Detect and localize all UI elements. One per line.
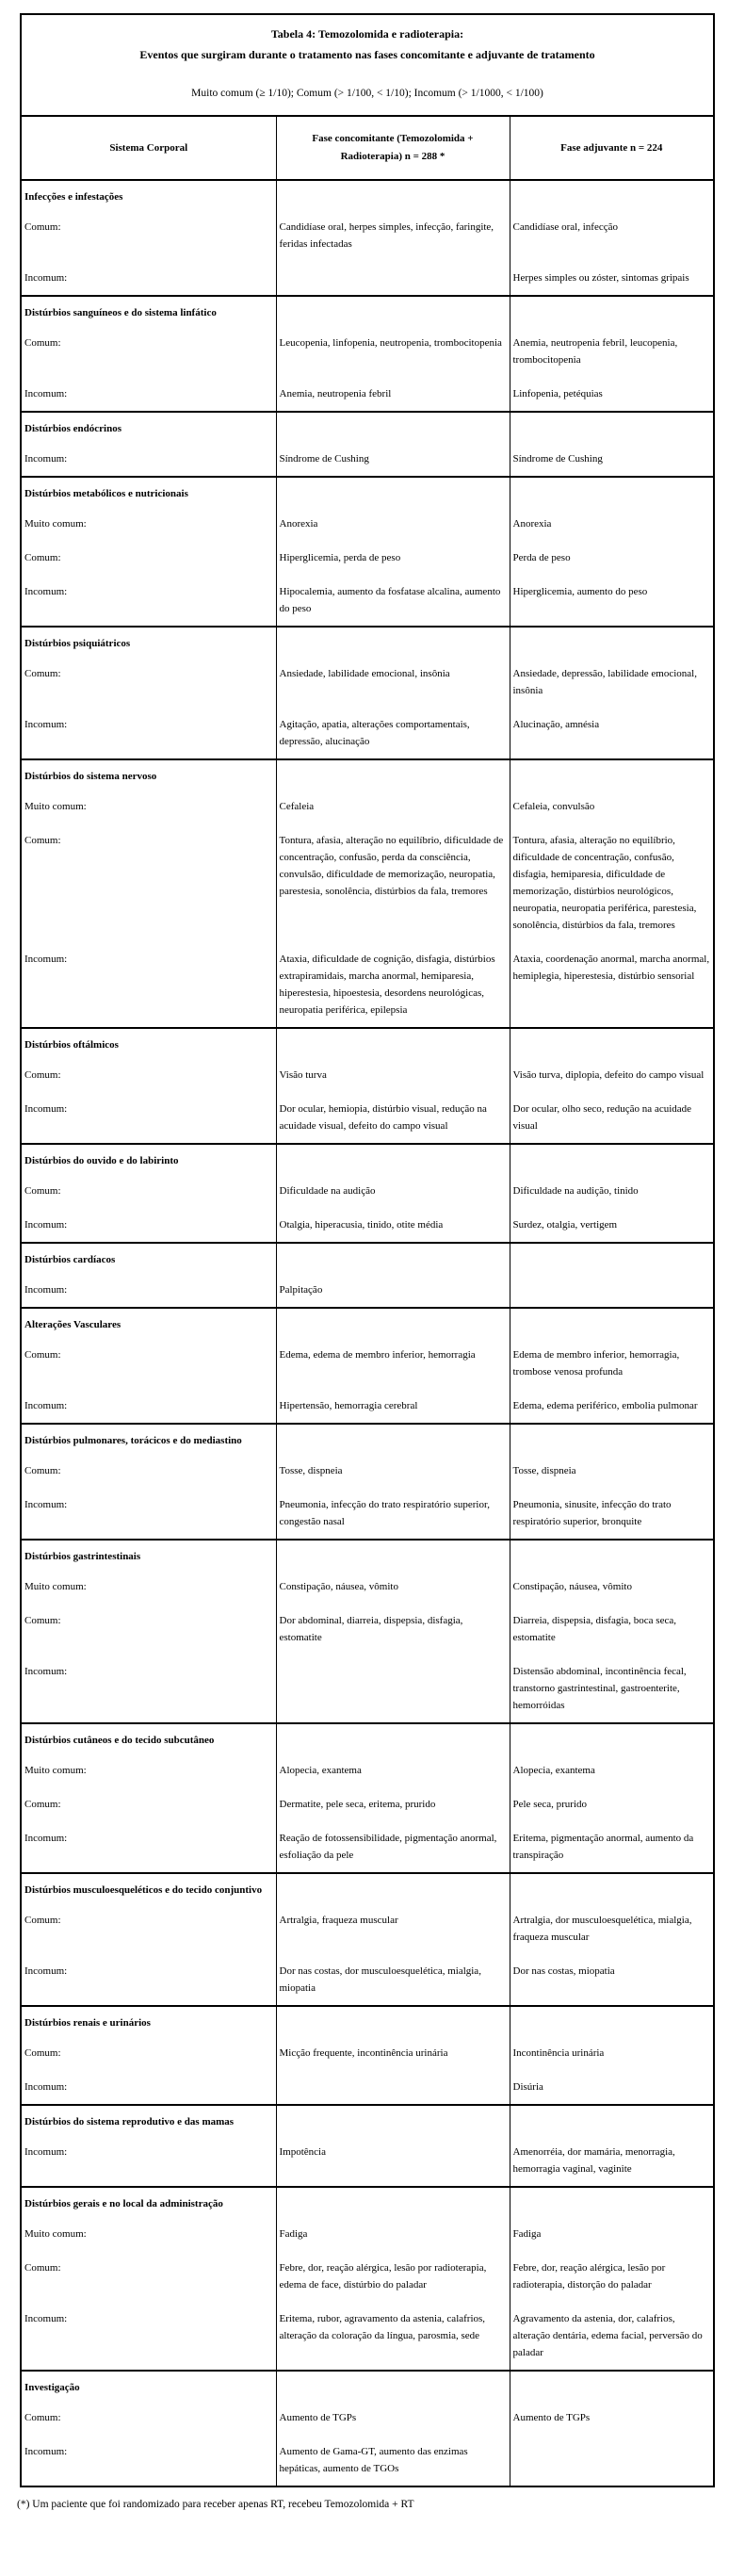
table-title: Tabela 4: Temozolomida e radioterapia: bbox=[270, 27, 464, 41]
section-row bbox=[21, 1144, 714, 1174]
event-row bbox=[21, 790, 714, 823]
section-empty-cell bbox=[510, 477, 714, 507]
concomitant-events: Anemia, neutropenia febril bbox=[276, 377, 510, 412]
section-empty-cell bbox=[510, 180, 714, 210]
event-row bbox=[21, 657, 714, 708]
section-empty-cell bbox=[276, 1540, 510, 1570]
event-row bbox=[21, 2435, 714, 2486]
event-row bbox=[21, 1338, 714, 1389]
section-empty-cell bbox=[276, 2105, 510, 2135]
section-empty-cell bbox=[510, 1308, 714, 1338]
event-row bbox=[21, 326, 714, 377]
adjuvant-events: Febre, dor, reação alérgica, lesão por radioterapia, distorção do paladar bbox=[510, 2251, 714, 2302]
event-row bbox=[21, 2302, 714, 2371]
frequency-label: Incomum: bbox=[24, 2146, 68, 2158]
section-empty-cell bbox=[276, 627, 510, 657]
concomitant-events: Ansiedade, labilidade emocional, insônia bbox=[276, 657, 510, 708]
section-row bbox=[21, 477, 714, 507]
adjuvant-events: Tontura, afasia, alteração no equilíbrio, dificuldade de concentração, confusão, disfagia, hemiparesia, dificuldade de memorização, distúrbios neurológicos, neuropatia, neuropatia periférica, parestesia, sonolência, distúrbios da fala, tremores bbox=[510, 823, 714, 942]
section-row bbox=[21, 759, 714, 790]
section-row bbox=[21, 1028, 714, 1058]
concomitant-events: Micção frequente, incontinência urinária bbox=[276, 2036, 510, 2070]
section-name: Distúrbios gastrintestinais bbox=[21, 1540, 276, 1570]
concomitant-events: Cefaleia bbox=[276, 790, 510, 823]
adjuvant-events: Síndrome de Cushing bbox=[510, 442, 714, 477]
adjuvant-events: Surdez, otalgia, vertigem bbox=[510, 1208, 714, 1243]
adjuvant-events: Disúria bbox=[510, 2070, 714, 2105]
frequency-label: Muito comum: bbox=[24, 518, 87, 530]
section-name: Infecções e infestações bbox=[21, 180, 276, 210]
adjuvant-events: Aumento de TGPs bbox=[510, 2401, 714, 2435]
adjuvant-events: Dor ocular, olho seco, redução na acuidade visual bbox=[510, 1092, 714, 1144]
footnote: (*) Um paciente que foi randomizado para receber apenas RT, recebeu Temozolomida + RT bbox=[17, 2499, 414, 2510]
adverse-events-table bbox=[20, 13, 715, 2487]
section-row bbox=[21, 2006, 714, 2036]
concomitant-events bbox=[276, 1655, 510, 1723]
section-empty-cell bbox=[510, 1028, 714, 1058]
adjuvant-events: Incontinência urinária bbox=[510, 2036, 714, 2070]
frequency-label: Comum: bbox=[24, 668, 61, 679]
section-name: Distúrbios renais e urinários bbox=[21, 2006, 276, 2036]
section-name: Alterações Vasculares bbox=[21, 1308, 276, 1338]
adjuvant-events: Visão turva, diplopia, defeito do campo visual bbox=[510, 1058, 714, 1092]
event-row bbox=[21, 1604, 714, 1655]
concomitant-events: Candidíase oral, herpes simples, infecção, faringite, feridas infectadas bbox=[276, 210, 510, 261]
frequency-label: Incomum: bbox=[24, 1499, 68, 1510]
section-empty-cell bbox=[276, 296, 510, 326]
adjuvant-events: Ansiedade, depressão, labilidade emocional, insônia bbox=[510, 657, 714, 708]
concomitant-events: Agitação, apatia, alterações comportamentais, depressão, alucinação bbox=[276, 708, 510, 759]
event-row bbox=[21, 1058, 714, 1092]
concomitant-events: Reação de fotossensibilidade, pigmentação anormal, esfoliação da pele bbox=[276, 1821, 510, 1873]
adjuvant-events bbox=[510, 2435, 714, 2486]
frequency-label: Incomum: bbox=[24, 2446, 68, 2457]
section-empty-cell bbox=[510, 1873, 714, 1903]
event-row bbox=[21, 210, 714, 261]
event-row bbox=[21, 1488, 714, 1540]
event-row bbox=[21, 1821, 714, 1873]
adjuvant-events: Diarreia, dispepsia, disfagia, boca seca, estomatite bbox=[510, 1604, 714, 1655]
section-row bbox=[21, 1424, 714, 1454]
concomitant-events: Impotência bbox=[276, 2135, 510, 2187]
section-name: Investigação bbox=[21, 2371, 276, 2401]
event-row bbox=[21, 1570, 714, 1604]
section-empty-cell bbox=[276, 1243, 510, 1273]
section-empty-cell bbox=[276, 2371, 510, 2401]
event-row bbox=[21, 442, 714, 477]
adjuvant-events: Candidíase oral, infecção bbox=[510, 210, 714, 261]
concomitant-events: Artralgia, fraqueza muscular bbox=[276, 1903, 510, 1954]
event-row bbox=[21, 1273, 714, 1308]
frequency-label: Comum: bbox=[24, 2262, 61, 2274]
concomitant-events: Otalgia, hiperacusia, tinido, otite média bbox=[276, 1208, 510, 1243]
frequency-label: Muito comum: bbox=[24, 1765, 87, 1776]
section-row bbox=[21, 1308, 714, 1338]
concomitant-events: Dor ocular, hemiopia, distúrbio visual, redução na acuidade visual, defeito do campo visual bbox=[276, 1092, 510, 1144]
frequency-label: Comum: bbox=[24, 337, 61, 349]
section-empty-cell bbox=[276, 1028, 510, 1058]
section-name: Distúrbios do sistema reprodutivo e das mamas bbox=[21, 2105, 276, 2135]
section-empty-cell bbox=[276, 2187, 510, 2217]
section-name: Distúrbios sanguíneos e do sistema linfático bbox=[21, 296, 276, 326]
section-empty-cell bbox=[510, 627, 714, 657]
frequency-label: Incomum: bbox=[24, 2081, 68, 2093]
adjuvant-events: Cefaleia, convulsão bbox=[510, 790, 714, 823]
frequency-label: Muito comum: bbox=[24, 801, 87, 812]
column-header-fase-adjuvante: Fase adjuvante n = 224 bbox=[510, 116, 714, 180]
adjuvant-events: Anorexia bbox=[510, 507, 714, 541]
event-row bbox=[21, 1655, 714, 1723]
section-row bbox=[21, 1723, 714, 1753]
section-name: Distúrbios pulmonares, torácicos e do mediastino bbox=[21, 1424, 276, 1454]
event-row bbox=[21, 1454, 714, 1488]
frequency-label: Comum: bbox=[24, 1349, 61, 1361]
event-row bbox=[21, 1903, 714, 1954]
event-row bbox=[21, 1208, 714, 1243]
section-row bbox=[21, 2371, 714, 2401]
section-empty-cell bbox=[276, 180, 510, 210]
title-row bbox=[21, 14, 714, 116]
section-empty-cell bbox=[276, 1308, 510, 1338]
adjuvant-events: Linfopenia, petéquias bbox=[510, 377, 714, 412]
frequency-label: Incomum: bbox=[24, 1833, 68, 1844]
frequency-key: Muito comum (≥ 1/10); Comum (> 1/100, < 1/10); Incomum (> 1/1000, < 1/100) bbox=[191, 88, 543, 99]
event-row bbox=[21, 2135, 714, 2187]
concomitant-events: Aumento de TGPs bbox=[276, 2401, 510, 2435]
frequency-label: Incomum: bbox=[24, 388, 68, 399]
adjuvant-events: Pneumonia, sinusite, infecção do trato respiratório superior, bronquite bbox=[510, 1488, 714, 1540]
concomitant-events: Hipocalemia, aumento da fosfatase alcalina, aumento do peso bbox=[276, 575, 510, 627]
column-header-fase-concomitante: Fase concomitante (Temozolomida + Radioterapia) n = 288 * bbox=[276, 116, 510, 180]
section-name: Distúrbios gerais e no local da administração bbox=[21, 2187, 276, 2217]
section-empty-cell bbox=[510, 2371, 714, 2401]
adjuvant-events: Perda de peso bbox=[510, 541, 714, 575]
event-row bbox=[21, 541, 714, 575]
event-row bbox=[21, 261, 714, 296]
section-empty-cell bbox=[510, 1424, 714, 1454]
table-subtitle: Eventos que surgiram durante o tratamento nas fases concomitante e adjuvante de tratamento bbox=[139, 48, 595, 61]
adjuvant-events: Eritema, pigmentação anormal, aumento da transpiração bbox=[510, 1821, 714, 1873]
frequency-label: Incomum: bbox=[24, 1284, 68, 1296]
concomitant-events: Pneumonia, infecção do trato respiratório superior, congestão nasal bbox=[276, 1488, 510, 1540]
section-name: Distúrbios cutâneos e do tecido subcutâneo bbox=[21, 1723, 276, 1753]
adjuvant-events: Agravamento da astenia, dor, calafrios, alteração dentária, edema facial, perversão do paladar bbox=[510, 2302, 714, 2371]
concomitant-events: Dermatite, pele seca, eritema, prurido bbox=[276, 1787, 510, 1821]
concomitant-events: Palpitação bbox=[276, 1273, 510, 1308]
section-name: Distúrbios endócrinos bbox=[21, 412, 276, 442]
column-header-row bbox=[21, 116, 714, 180]
section-row bbox=[21, 2187, 714, 2217]
event-row bbox=[21, 1389, 714, 1424]
concomitant-events: Hiperglicemia, perda de peso bbox=[276, 541, 510, 575]
section-row bbox=[21, 627, 714, 657]
concomitant-events: Dificuldade na audição bbox=[276, 1174, 510, 1208]
adjuvant-events: Tosse, dispneia bbox=[510, 1454, 714, 1488]
section-empty-cell bbox=[276, 1723, 510, 1753]
adjuvant-events: Edema, edema periférico, embolia pulmonar bbox=[510, 1389, 714, 1424]
concomitant-events: Tontura, afasia, alteração no equilíbrio, dificuldade de concentração, confusão, perda da consciência, convulsão, dificuldade de memorização, neuropatia, parestesia, sonolência, distúrbios da fala, tremores bbox=[276, 823, 510, 942]
event-row bbox=[21, 2251, 714, 2302]
frequency-label: Incomum: bbox=[24, 586, 68, 597]
event-row bbox=[21, 575, 714, 627]
section-empty-cell bbox=[510, 412, 714, 442]
frequency-label: Muito comum: bbox=[24, 1581, 87, 1592]
section-empty-cell bbox=[510, 1243, 714, 1273]
frequency-label: Comum: bbox=[24, 1069, 61, 1081]
frequency-label: Comum: bbox=[24, 1915, 61, 1926]
section-empty-cell bbox=[276, 1144, 510, 1174]
adjuvant-events: Fadiga bbox=[510, 2217, 714, 2251]
section-empty-cell bbox=[276, 1424, 510, 1454]
section-empty-cell bbox=[276, 477, 510, 507]
frequency-label: Incomum: bbox=[24, 2313, 68, 2324]
section-row bbox=[21, 1540, 714, 1570]
section-name: Distúrbios do ouvido e do labirinto bbox=[21, 1144, 276, 1174]
frequency-label: Comum: bbox=[24, 1799, 61, 1810]
event-row bbox=[21, 1954, 714, 2006]
section-empty-cell bbox=[510, 1540, 714, 1570]
concomitant-events: Fadiga bbox=[276, 2217, 510, 2251]
section-name: Distúrbios psiquiátricos bbox=[21, 627, 276, 657]
event-row bbox=[21, 1787, 714, 1821]
event-row bbox=[21, 942, 714, 1028]
event-row bbox=[21, 708, 714, 759]
frequency-label: Incomum: bbox=[24, 1219, 68, 1231]
event-row bbox=[21, 1174, 714, 1208]
frequency-label: Comum: bbox=[24, 2047, 61, 2059]
concomitant-events bbox=[276, 261, 510, 296]
section-empty-cell bbox=[510, 2105, 714, 2135]
frequency-label: Comum: bbox=[24, 2412, 61, 2423]
section-empty-cell bbox=[510, 2187, 714, 2217]
adjuvant-events: Edema de membro inferior, hemorragia, trombose venosa profunda bbox=[510, 1338, 714, 1389]
section-name: Distúrbios cardíacos bbox=[21, 1243, 276, 1273]
section-empty-cell bbox=[276, 759, 510, 790]
section-name: Distúrbios do sistema nervoso bbox=[21, 759, 276, 790]
section-row bbox=[21, 1873, 714, 1903]
concomitant-events: Aumento de Gama-GT, aumento das enzimas hepáticas, aumento de TGOs bbox=[276, 2435, 510, 2486]
adjuvant-events: Dificuldade na audição, tinido bbox=[510, 1174, 714, 1208]
adjuvant-events: Dor nas costas, miopatia bbox=[510, 1954, 714, 2006]
concomitant-events: Anorexia bbox=[276, 507, 510, 541]
event-row bbox=[21, 1092, 714, 1144]
event-row bbox=[21, 507, 714, 541]
frequency-label: Incomum: bbox=[24, 272, 68, 284]
event-row bbox=[21, 2036, 714, 2070]
adjuvant-events: Pele seca, prurido bbox=[510, 1787, 714, 1821]
title-cell bbox=[21, 14, 714, 116]
frequency-label: Incomum: bbox=[24, 1666, 68, 1677]
concomitant-events: Dor abdominal, diarreia, dispepsia, disfagia, estomatite bbox=[276, 1604, 510, 1655]
adjuvant-events: Distensão abdominal, incontinência fecal, transtorno gastrintestinal, gastroenterite, hemorróidas bbox=[510, 1655, 714, 1723]
event-row bbox=[21, 377, 714, 412]
frequency-label: Comum: bbox=[24, 552, 61, 563]
section-empty-cell bbox=[510, 1723, 714, 1753]
section-empty-cell bbox=[276, 412, 510, 442]
section-empty-cell bbox=[510, 759, 714, 790]
adjuvant-events: Herpes simples ou zóster, sintomas gripais bbox=[510, 261, 714, 296]
frequency-label: Incomum: bbox=[24, 719, 68, 730]
adjuvant-events bbox=[510, 1273, 714, 1308]
event-row bbox=[21, 2070, 714, 2105]
column-header-sistema-corporal: Sistema Corporal bbox=[21, 116, 276, 180]
concomitant-events: Leucopenia, linfopenia, neutropenia, trombocitopenia bbox=[276, 326, 510, 377]
section-empty-cell bbox=[510, 1144, 714, 1174]
adjuvant-events: Artralgia, dor musculoesquelética, mialgia, fraqueza muscular bbox=[510, 1903, 714, 1954]
concomitant-events: Tosse, dispneia bbox=[276, 1454, 510, 1488]
section-row bbox=[21, 1243, 714, 1273]
adjuvant-events: Hiperglicemia, aumento do peso bbox=[510, 575, 714, 627]
section-name: Distúrbios metabólicos e nutricionais bbox=[21, 477, 276, 507]
frequency-label: Comum: bbox=[24, 1615, 61, 1626]
section-name: Distúrbios oftálmicos bbox=[21, 1028, 276, 1058]
frequency-label: Muito comum: bbox=[24, 2228, 87, 2240]
event-row bbox=[21, 2217, 714, 2251]
frequency-label: Incomum: bbox=[24, 1400, 68, 1411]
frequency-label: Incomum: bbox=[24, 954, 68, 965]
adjuvant-events: Constipação, náusea, vômito bbox=[510, 1570, 714, 1604]
concomitant-events: Edema, edema de membro inferior, hemorragia bbox=[276, 1338, 510, 1389]
event-row bbox=[21, 2401, 714, 2435]
frequency-label: Comum: bbox=[24, 221, 61, 233]
frequency-label: Comum: bbox=[24, 1465, 61, 1476]
section-row bbox=[21, 412, 714, 442]
concomitant-events bbox=[276, 2070, 510, 2105]
section-row bbox=[21, 2105, 714, 2135]
event-row bbox=[21, 1753, 714, 1787]
section-empty-cell bbox=[276, 1873, 510, 1903]
concomitant-events: Constipação, náusea, vômito bbox=[276, 1570, 510, 1604]
adjuvant-events: Amenorréia, dor mamária, menorragia, hemorragia vaginal, vaginite bbox=[510, 2135, 714, 2187]
adjuvant-events: Anemia, neutropenia febril, leucopenia, trombocitopenia bbox=[510, 326, 714, 377]
concomitant-events: Dor nas costas, dor musculoesquelética, mialgia, miopatia bbox=[276, 1954, 510, 2006]
adjuvant-events: Ataxia, coordenação anormal, marcha anormal, hemiplegia, hiperestesia, distúrbio sensorial bbox=[510, 942, 714, 1028]
frequency-label: Comum: bbox=[24, 835, 61, 846]
section-empty-cell bbox=[510, 2006, 714, 2036]
section-empty-cell bbox=[510, 296, 714, 326]
section-row bbox=[21, 180, 714, 210]
concomitant-events: Ataxia, dificuldade de cognição, disfagia, distúrbios extrapiramidais, marcha anormal, hemiparesia, hiperestesia, hipoestesia, desordens neurológicas, neuropatia periférica, epilepsia bbox=[276, 942, 510, 1028]
section-empty-cell bbox=[276, 2006, 510, 2036]
frequency-label: Comum: bbox=[24, 1185, 61, 1197]
concomitant-events: Alopecia, exantema bbox=[276, 1753, 510, 1787]
adjuvant-events: Alopecia, exantema bbox=[510, 1753, 714, 1787]
concomitant-events: Febre, dor, reação alérgica, lesão por radioterapia, edema de face, distúrbio do paladar bbox=[276, 2251, 510, 2302]
concomitant-events: Eritema, rubor, agravamento da astenia, calafrios, alteração da coloração da língua, parosmia, sede bbox=[276, 2302, 510, 2371]
concomitant-events: Visão turva bbox=[276, 1058, 510, 1092]
concomitant-events: Hipertensão, hemorragia cerebral bbox=[276, 1389, 510, 1424]
frequency-label: Incomum: bbox=[24, 453, 68, 465]
adjuvant-events: Alucinação, amnésia bbox=[510, 708, 714, 759]
frequency-label: Incomum: bbox=[24, 1965, 68, 1977]
event-row bbox=[21, 823, 714, 942]
section-row bbox=[21, 296, 714, 326]
concomitant-events: Síndrome de Cushing bbox=[276, 442, 510, 477]
section-name: Distúrbios musculoesqueléticos e do tecido conjuntivo bbox=[21, 1873, 276, 1903]
frequency-label: Incomum: bbox=[24, 1103, 68, 1115]
